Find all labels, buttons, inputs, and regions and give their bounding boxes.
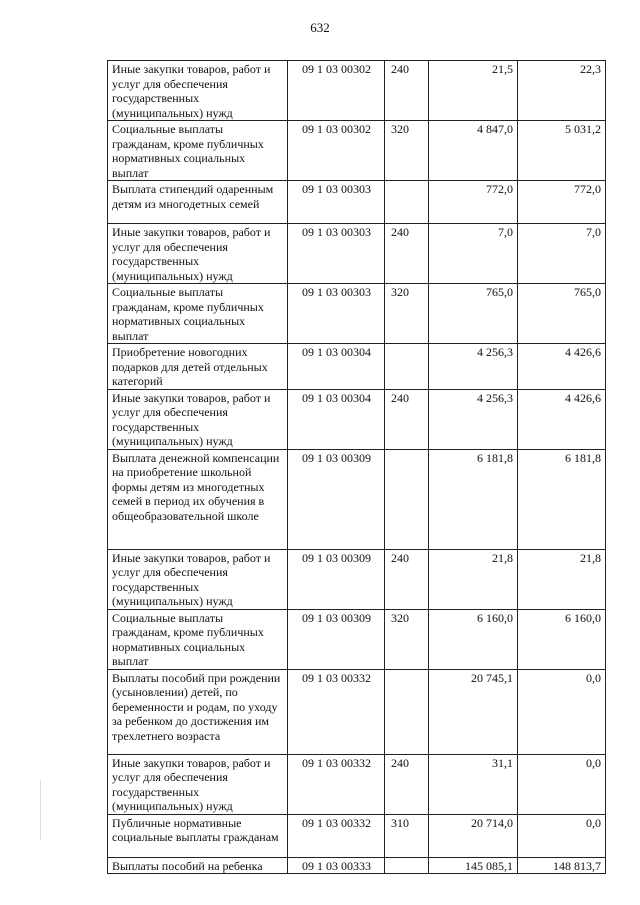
row-type-cell	[385, 857, 429, 874]
row-value-1-cell: 4 256,3	[429, 344, 518, 390]
row-value-1-cell: 4 256,3	[429, 389, 518, 449]
row-name-cell: Иные закупки товаров, работ и услуг для обеспечения государственных (муниципальных) нужд	[108, 224, 288, 284]
row-code-cell: 09 1 03 00333	[288, 857, 385, 874]
table-row	[108, 549, 606, 609]
budget-table-body	[108, 61, 606, 874]
row-value-1-cell: 765,0	[429, 284, 518, 344]
row-value-2-cell: 6 181,8	[518, 449, 606, 549]
row-value-1-cell: 7,0	[429, 224, 518, 284]
row-type-cell: 240	[385, 224, 429, 284]
table-row	[108, 61, 606, 121]
table-row	[108, 814, 606, 857]
row-name-cell: Социальные выплаты гражданам, кроме публичных нормативных социальных выплат	[108, 121, 288, 181]
row-code-cell: 09 1 03 00304	[288, 344, 385, 390]
row-code-cell: 09 1 03 00332	[288, 814, 385, 857]
row-code-cell: 09 1 03 00303	[288, 284, 385, 344]
table-row	[108, 389, 606, 449]
table-row	[108, 449, 606, 549]
row-value-1-cell: 31,1	[429, 754, 518, 814]
row-name-cell: Социальные выплаты гражданам, кроме публичных нормативных социальных выплат	[108, 609, 288, 669]
table-row	[108, 344, 606, 390]
row-value-2-cell: 0,0	[518, 754, 606, 814]
row-value-1-cell: 772,0	[429, 181, 518, 224]
row-value-2-cell: 0,0	[518, 814, 606, 857]
row-code-cell: 09 1 03 00302	[288, 121, 385, 181]
row-type-cell: 310	[385, 814, 429, 857]
row-value-1-cell: 21,5	[429, 61, 518, 121]
row-name-cell: Выплаты пособий при рождении (усыновлении) детей, по беременности и родам, по уходу за ребенком до достижения им трехлетнего возраста	[108, 669, 288, 754]
row-code-cell: 09 1 03 00332	[288, 754, 385, 814]
row-type-cell	[385, 669, 429, 754]
row-value-1-cell: 4 847,0	[429, 121, 518, 181]
row-name-cell: Иные закупки товаров, работ и услуг для обеспечения государственных (муниципальных) нужд	[108, 754, 288, 814]
row-name-cell: Приобретение новогодних подарков для детей отдельных категорий	[108, 344, 288, 390]
row-type-cell: 320	[385, 609, 429, 669]
row-value-2-cell: 5 031,2	[518, 121, 606, 181]
row-value-2-cell: 4 426,6	[518, 344, 606, 390]
row-value-2-cell: 4 426,6	[518, 389, 606, 449]
row-code-cell: 09 1 03 00309	[288, 549, 385, 609]
row-type-cell: 240	[385, 61, 429, 121]
row-type-cell: 320	[385, 284, 429, 344]
row-code-cell: 09 1 03 00309	[288, 449, 385, 549]
row-name-cell: Публичные нормативные социальные выплаты гражданам	[108, 814, 288, 857]
row-value-2-cell: 765,0	[518, 284, 606, 344]
row-type-cell: 240	[385, 549, 429, 609]
row-value-1-cell: 20 714,0	[429, 814, 518, 857]
budget-table	[107, 60, 606, 874]
row-code-cell: 09 1 03 00309	[288, 609, 385, 669]
page-number: 632	[310, 20, 330, 35]
row-value-2-cell: 772,0	[518, 181, 606, 224]
table-row	[108, 224, 606, 284]
row-value-2-cell: 21,8	[518, 549, 606, 609]
table-row	[108, 121, 606, 181]
row-type-cell	[385, 181, 429, 224]
table-row	[108, 754, 606, 814]
scan-mark	[40, 780, 41, 840]
row-value-1-cell: 21,8	[429, 549, 518, 609]
row-value-1-cell: 20 745,1	[429, 669, 518, 754]
row-value-2-cell: 0,0	[518, 669, 606, 754]
row-name-cell: Иные закупки товаров, работ и услуг для обеспечения государственных (муниципальных) нужд	[108, 61, 288, 121]
row-code-cell: 09 1 03 00302	[288, 61, 385, 121]
row-name-cell: Выплата стипендий одаренным детям из многодетных семей	[108, 181, 288, 224]
table-row	[108, 181, 606, 224]
table-row	[108, 284, 606, 344]
row-name-cell: Выплаты пособий на ребенка	[108, 857, 288, 874]
row-code-cell: 09 1 03 00304	[288, 389, 385, 449]
row-value-2-cell: 148 813,7	[518, 857, 606, 874]
row-type-cell	[385, 344, 429, 390]
row-code-cell: 09 1 03 00332	[288, 669, 385, 754]
row-value-2-cell: 7,0	[518, 224, 606, 284]
row-name-cell: Социальные выплаты гражданам, кроме публичных нормативных социальных выплат	[108, 284, 288, 344]
row-value-1-cell: 145 085,1	[429, 857, 518, 874]
row-name-cell: Иные закупки товаров, работ и услуг для обеспечения государственных (муниципальных) нужд	[108, 549, 288, 609]
row-value-1-cell: 6 160,0	[429, 609, 518, 669]
row-value-1-cell: 6 181,8	[429, 449, 518, 549]
row-value-2-cell: 22,3	[518, 61, 606, 121]
row-code-cell: 09 1 03 00303	[288, 224, 385, 284]
row-code-cell: 09 1 03 00303	[288, 181, 385, 224]
table-row	[108, 857, 606, 874]
row-name-cell: Выплата денежной компенсации на приобретение школьной формы детям из многодетных семей в период их обучения в общеобразовательной школе	[108, 449, 288, 549]
table-row	[108, 609, 606, 669]
row-name-cell: Иные закупки товаров, работ и услуг для обеспечения государственных (муниципальных) нужд	[108, 389, 288, 449]
row-type-cell	[385, 449, 429, 549]
row-type-cell: 240	[385, 389, 429, 449]
table-row	[108, 669, 606, 754]
row-value-2-cell: 6 160,0	[518, 609, 606, 669]
row-type-cell: 320	[385, 121, 429, 181]
row-type-cell: 240	[385, 754, 429, 814]
